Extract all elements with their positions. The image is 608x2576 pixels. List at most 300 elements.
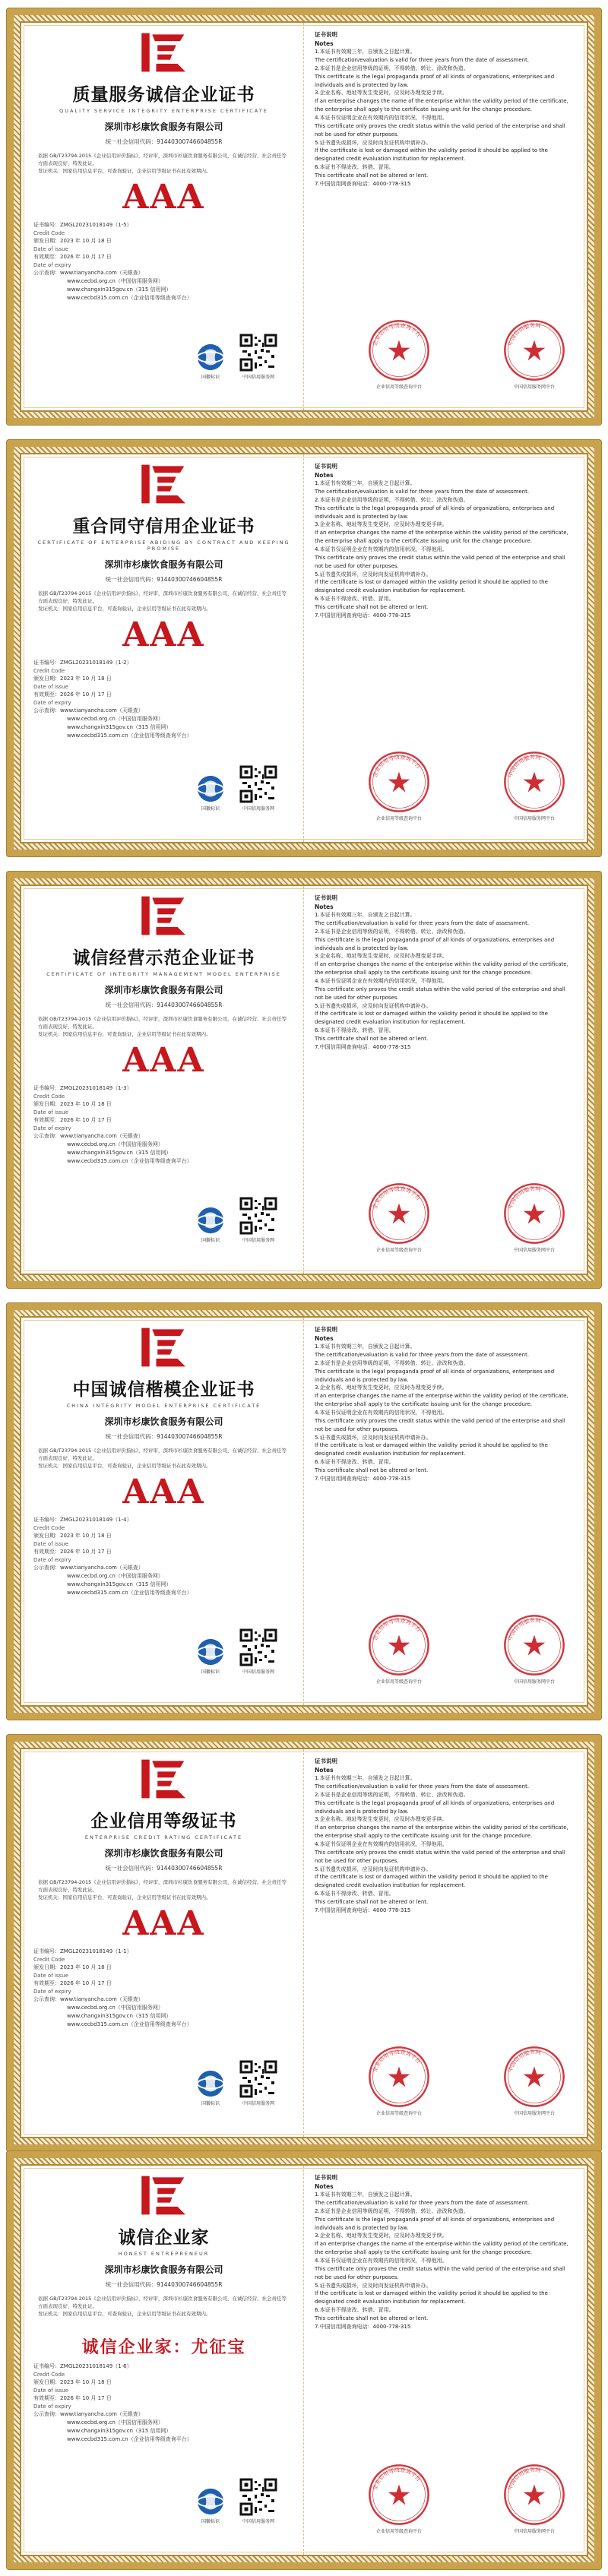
seal-ring-text: 企业信用等级查询平台 <box>371 1185 423 1210</box>
left-seal <box>365 1182 433 1254</box>
certificate-title: 企业信用等级证书 <box>90 1811 237 1831</box>
certificate-card <box>6 439 602 857</box>
note-line-en: If the certificate is lost or damaged within the validity period it should be applied to the designated credit evaluation institution for replacement. <box>315 1874 548 1889</box>
note-line-en: This certificate shall not be altered or lent. <box>315 1035 429 1042</box>
query-sites <box>33 1564 294 1597</box>
certificate-body <box>20 1316 588 1707</box>
left-seal <box>365 2463 433 2535</box>
qr-caption: 中国信用服务网 <box>242 806 274 812</box>
note-line-en: If the certificate is lost or damaged within the validity period it should be applied to the designated credit evaluation institution for replacement. <box>315 147 548 163</box>
seal-caption: 中国信用服务网平台 <box>513 815 555 821</box>
expiry-date: 有效期至：2026 年 10 月 17 日 <box>33 2395 112 2402</box>
cert-number-label: 证书编号：ZMGL20231018149 <box>33 1948 113 1955</box>
company-name: 深圳市杉康饮食服务有限公司 <box>104 2264 223 2275</box>
query-sites <box>33 1995 294 2028</box>
company-name: 深圳市杉康饮食服务有限公司 <box>104 1416 223 1427</box>
certificate-subtitle: HONEST ENTREPRENEUR <box>118 2251 210 2257</box>
certificate-front <box>21 886 304 1274</box>
certificate-description <box>33 590 294 612</box>
svg-text:中国信用服务网 <box>506 1616 541 1641</box>
seal-caption: 企业信用等级查询平台 <box>375 2110 422 2116</box>
query-label: 公示查询： <box>33 1133 60 1140</box>
note-line-en: This certificate is the legal propaganda proof of all kinds of organizations, enterprises and individuals and is protected by law. <box>315 936 555 951</box>
globe-emblem-icon <box>196 2069 225 2098</box>
qr-caption: 中国信用服务网 <box>242 1669 274 1675</box>
globe-emblem-icon <box>196 343 225 372</box>
qr-block <box>236 1628 280 1675</box>
query-site[interactable]: www.changxin315gov.cn（315 信用网） <box>67 2012 172 2019</box>
description-line: 依据 GB/T23794-2015《企业信用评价指标》，经评审，深圳市杉康饮食服务有限公司，在诚信经营、社会责任等方面表现良好，特发此证。 <box>38 1448 287 1462</box>
svg-text:中国信用服务网 <box>506 1185 541 1209</box>
svg-text:中国信用服务网 <box>506 2466 541 2490</box>
note-line-en: This certificate shall not be altered or lent. <box>315 1467 429 1473</box>
note-line: 6.本证书不得涂改、转借、冒用。 <box>315 596 394 603</box>
note-line: 4.本证书仅证明企业在有效期内的信用状况，不得他用。 <box>315 978 448 984</box>
notes-heading-en: Notes <box>315 1766 334 1774</box>
qr-code-icon[interactable] <box>239 2478 277 2516</box>
notes-heading-en: Notes <box>315 1334 334 1342</box>
certificate-meta <box>33 1084 294 1132</box>
note-line: 3.企业名称、地址等发生变更时，应及时办理变更手续。 <box>315 1385 448 1391</box>
seal-caption: 中国信用服务网平台 <box>513 2110 555 2116</box>
issue-date-en: Date of issue <box>33 2387 68 2394</box>
notes-heading: 证书说明 <box>315 1758 337 1764</box>
notes-heading: 证书说明 <box>315 2174 337 2181</box>
query-site[interactable]: www.cecbd.org.cn（中国信用服务网） <box>67 2419 163 2426</box>
expiry-date-en: Date of expiry <box>33 2403 71 2410</box>
certificate-title: 中国诚信楷模企业证书 <box>72 1379 255 1400</box>
seal-caption: 企业信用等级查询平台 <box>375 1247 422 1253</box>
note-line: 2.本证书是企业信用等级的证明，不得转借、转让、涂改和伪造。 <box>315 496 469 503</box>
qr-block <box>236 2060 280 2106</box>
seal-stamp <box>367 318 431 382</box>
certificate-subtitle: CHINA INTEGRITY MODEL ENTERPRISE CERTIFICATE <box>66 1403 261 1409</box>
certificate-card <box>6 2150 602 2570</box>
svg-text:中国信用服务网 <box>506 321 541 346</box>
note-line-en: This certificate shall not be altered or lent. <box>315 1898 429 1905</box>
note-line-en: If an enterprise changes the name of the enterprise within the validity period of the certificate, the enterprise shall apply to the certificate issuing unit for the change procedure. <box>315 530 568 545</box>
query-site[interactable]: www.changxin315gov.cn（315 信用网） <box>67 723 172 730</box>
cecbd-logo-icon <box>138 460 191 508</box>
query-site[interactable]: www.cecbd.org.cn（中国信用服务网） <box>67 278 163 285</box>
left-seal <box>365 318 433 391</box>
globe-emblem-icon <box>196 774 225 803</box>
gold-border <box>14 1310 594 1713</box>
note-line: 4.本证书仅证明企业在有效期内的信用状况，不得他用。 <box>315 115 448 121</box>
description-line: 发证机关：国家信用信息平台，可查询验证，企业信用等级证书在此有效期内。 <box>38 1463 211 1470</box>
issue-date: 颁发日期：2023 年 10 月 18 日 <box>33 1533 112 1540</box>
seal-caption: 中国信用服务网平台 <box>513 1679 555 1685</box>
query-site[interactable]: www.cecbd.org.cn（中国信用服务网） <box>67 1573 163 1580</box>
grade-rating: AAA <box>122 178 205 217</box>
qr-caption: 中国信用服务网 <box>242 2519 274 2524</box>
query-site[interactable]: www.cecbd.org.cn（中国信用服务网） <box>67 1141 163 1148</box>
query-site[interactable]: www.changxin315gov.cn（315 信用网） <box>67 1149 172 1156</box>
note-line: 1.本证书有效期三年，自颁发之日起计算。 <box>315 49 416 55</box>
certificate-meta <box>33 1948 294 1995</box>
seal-stamp <box>367 750 431 814</box>
grade-rating: AAA <box>122 616 205 655</box>
note-line: 5.证书遗失或损坏，应及时向发证机构申请补办。 <box>315 1002 432 1009</box>
certificate-description <box>33 1447 294 1470</box>
note-line-en: This certificate shall not be altered or lent. <box>315 172 429 179</box>
note-line-en: If the certificate is lost or damaged within the validity period it should be applied to the designated credit evaluation institution for replacement. <box>315 1442 548 1457</box>
seal-caption: 企业信用等级查询平台 <box>375 815 422 821</box>
emblem <box>194 1206 227 1243</box>
seal-caption: 企业信用等级查询平台 <box>375 384 422 390</box>
seal-stamp <box>502 1613 566 1677</box>
emblem-caption: 国徽标识 <box>201 375 220 380</box>
description-line: 发证机关：国家信用信息平台，可查询验证，企业信用等级证书在此有效期内。 <box>38 168 211 175</box>
credit-code: 统一社会信用代码：91440300746604855R <box>105 2281 223 2288</box>
qr-code-icon[interactable] <box>239 765 277 803</box>
company-name: 深圳市杉康饮食服务有限公司 <box>104 122 223 132</box>
description-line: 发证机关：国家信用信息平台，可查询验证，企业信用等级证书在此有效期内。 <box>38 1031 211 1038</box>
credit-code-en: Credit Code <box>33 667 65 674</box>
note-line: 2.本证书是企业信用等级的证明，不得转借、转让、涂改和伪造。 <box>315 1791 469 1798</box>
note-line-en: If the certificate is lost or damaged within the validity period it should be applied to the designated credit evaluation institution for replacement. <box>315 1011 548 1026</box>
emblem-caption: 国徽标识 <box>201 806 220 812</box>
cert-number-label: 证书编号：ZMGL20231018149 <box>33 1517 113 1524</box>
expiry-date: 有效期至：2026 年 10 月 17 日 <box>33 691 112 698</box>
note-line: 7.中国信用网查询电话：4000-778-315 <box>315 612 411 619</box>
seal-caption: 企业信用等级查询平台 <box>375 2528 422 2534</box>
expiry-date-en: Date of expiry <box>33 1988 71 1995</box>
certificate-card <box>6 8 602 426</box>
emblem-caption: 国徽标识 <box>201 2519 220 2524</box>
query-site[interactable]: www.cecbd.org.cn（中国信用服务网） <box>67 716 163 723</box>
emblem-caption: 国徽标识 <box>201 1238 220 1243</box>
seal-stamp <box>367 2463 431 2527</box>
note-line-en: This certificate is the legal propaganda proof of all kinds of organizations, enterprises and individuals and is protected by law. <box>315 505 555 520</box>
seal-stamp <box>502 1182 566 1245</box>
query-sites <box>33 2410 294 2443</box>
note-line: 6.本证书不得涂改、转借、冒用。 <box>315 1459 394 1466</box>
certificate-body <box>20 21 588 412</box>
query-site[interactable]: www.tianyancha.com（天眼查） <box>60 2411 144 2418</box>
query-label: 公示查询： <box>33 2411 60 2418</box>
note-line: 3.企业名称、地址等发生变更时，应及时办理变更手续。 <box>315 2233 448 2239</box>
certificate-meta <box>33 2362 294 2410</box>
seal-ring-text: 中国信用服务网 <box>506 2048 542 2073</box>
qr-caption: 中国信用服务网 <box>242 1238 274 1243</box>
cert-number: （1-5） <box>112 222 132 229</box>
certificate-description <box>33 1878 294 1901</box>
credit-code-en: Credit Code <box>33 1524 65 1531</box>
note-line-en: If an enterprise changes the name of the enterprise within the validity period of the certificate, the enterprise shall apply to the certificate issuing unit for the change procedure. <box>315 2241 568 2256</box>
query-site[interactable]: www.cecbd.org.cn（中国信用服务网） <box>67 2005 163 2011</box>
notes-heading-en: Notes <box>315 2182 334 2190</box>
expiry-date-en: Date of expiry <box>33 1125 71 1131</box>
note-line-en: The certification/evaluation is valid for three years from the date of assessment. <box>315 57 530 64</box>
seal-stamp <box>502 2463 566 2527</box>
emblem-caption: 国徽标识 <box>201 2101 220 2106</box>
cert-number-label: 证书编号：ZMGL20231018149 <box>33 660 113 666</box>
note-line-en: This certificate only proves the credit status within the valid period of the enterprise and shall not be used for other purposes. <box>315 554 565 569</box>
seal-caption: 中国信用服务网平台 <box>513 2528 555 2534</box>
note-line-en: If an enterprise changes the name of the enterprise within the validity period of the certificate, the enterprise shall apply to the certificate issuing unit for the change procedure. <box>315 961 568 976</box>
note-line-en: If the certificate is lost or damaged within the validity period it should be applied to the designated credit evaluation institution for replacement. <box>315 2290 548 2305</box>
certificate-title: 重合同守信用企业证书 <box>72 516 255 536</box>
note-line-en: This certificate is the legal propaganda proof of all kinds of organizations, enterprises and individuals and is protected by law. <box>315 2216 555 2231</box>
note-line: 4.本证书仅证明企业在有效期内的信用状况，不得他用。 <box>315 546 448 552</box>
query-label: 公示查询： <box>33 1996 60 2003</box>
note-line: 1.本证书有效期三年，自颁发之日起计算。 <box>315 912 416 919</box>
note-line-en: The certification/evaluation is valid for three years from the date of assessment. <box>315 2200 530 2207</box>
gold-border <box>14 15 594 418</box>
cert-number: （1-2） <box>112 660 132 666</box>
svg-text:中国信用服务网 <box>506 2048 541 2072</box>
certificate-subtitle: CERTIFICATE OF ENTERPRISE ABIDING BY CONTRACT AND KEEPING PROMISE <box>37 540 290 552</box>
note-line: 6.本证书不得涂改、转借、冒用。 <box>315 164 394 171</box>
seal-stamp <box>367 1613 431 1677</box>
expiry-date-en: Date of expiry <box>33 1556 71 1563</box>
note-line-en: The certification/evaluation is valid for three years from the date of assessment. <box>315 1352 530 1359</box>
certificate-meta <box>33 1516 294 1564</box>
seal-ring-text: 中国信用服务网 <box>506 1616 542 1641</box>
cecbd-logo-icon <box>138 1755 191 1802</box>
certificate-front <box>21 454 304 842</box>
note-line-en: This certificate only proves the credit status within the valid period of the enterprise and shall not be used for other purposes. <box>315 1417 565 1432</box>
certificate-description <box>33 152 294 175</box>
note-line: 7.中国信用网查询电话：4000-778-315 <box>315 1475 411 1482</box>
query-site[interactable]: www.tianyancha.com（天眼查） <box>60 270 144 277</box>
issue-date: 颁发日期：2023 年 10 月 18 日 <box>33 676 112 682</box>
query-site[interactable]: www.cecbd315.com.cn（企业信用等级查询平台） <box>67 1589 192 1596</box>
certificate-notes <box>304 1749 587 2137</box>
query-site[interactable]: www.changxin315gov.cn（315 信用网） <box>67 1581 172 1587</box>
note-line: 3.企业名称、地址等发生变更时，应及时办理变更手续。 <box>315 1816 448 1823</box>
query-site[interactable]: www.cecbd315.com.cn（企业信用等级查询平台） <box>67 2021 192 2027</box>
certificate-card <box>6 1734 602 2152</box>
issue-date: 颁发日期：2023 年 10 月 18 日 <box>33 2379 112 2386</box>
credit-code: 统一社会信用代码：91440300746604855R <box>105 1865 223 1872</box>
note-line: 7.中国信用网查询电话：4000-778-315 <box>315 2323 411 2330</box>
certificate-card <box>6 871 602 1289</box>
query-site[interactable]: www.tianyancha.com（天眼查） <box>60 1133 144 1140</box>
issue-date: 颁发日期：2023 年 10 月 18 日 <box>33 1101 112 1108</box>
certificate-title: 诚信企业家 <box>118 2227 210 2248</box>
expiry-date: 有效期至：2026 年 10 月 17 日 <box>33 1549 112 1555</box>
note-line-en: This certificate only proves the credit status within the valid period of the enterprise and shall not be used for other purposes. <box>315 986 565 1001</box>
globe-emblem-icon <box>196 1638 225 1666</box>
query-site[interactable]: www.cecbd315.com.cn（企业信用等级查询平台） <box>67 732 192 739</box>
right-seal <box>500 2045 568 2117</box>
left-seal <box>365 750 433 822</box>
certificate-subtitle: CERTIFICATE OF INTEGRITY MANAGEMENT MODEL ENTERPRISE <box>46 971 281 977</box>
qr-caption: 中国信用服务网 <box>242 2101 274 2106</box>
seal-caption: 企业信用等级查询平台 <box>375 1679 422 1685</box>
qr-caption: 中国信用服务网 <box>242 375 274 380</box>
note-line: 5.证书遗失或损坏，应及时向发证机构申请补办。 <box>315 1866 432 1872</box>
cecbd-logo-icon <box>138 892 191 939</box>
issue-date: 颁发日期：2023 年 10 月 18 日 <box>33 1964 112 1971</box>
query-site[interactable]: www.cecbd315.com.cn（企业信用等级查询平台） <box>67 1157 192 1164</box>
note-line: 6.本证书不得涂改、转借、冒用。 <box>315 1027 394 1034</box>
certificate-notes <box>304 1318 587 1705</box>
note-line: 3.企业名称、地址等发生变更时，应及时办理变更手续。 <box>315 90 448 97</box>
cert-number-label: 证书编号：ZMGL20231018149 <box>33 1085 113 1092</box>
issue-date-en: Date of issue <box>33 245 68 252</box>
query-sites <box>33 1132 294 1165</box>
gold-border <box>14 2158 594 2562</box>
company-name: 深圳市杉康饮食服务有限公司 <box>104 985 223 995</box>
svg-text:中国信用服务网 <box>506 753 541 777</box>
query-site[interactable]: www.cecbd315.com.cn（企业信用等级查询平台） <box>67 2435 192 2442</box>
note-line-en: The certification/evaluation is valid for three years from the date of assessment. <box>315 1783 530 1790</box>
seal-ring-text: 中国信用服务网 <box>506 2466 542 2491</box>
qr-block <box>236 1197 280 1243</box>
note-line: 1.本证书有效期三年，自颁发之日起计算。 <box>315 480 416 487</box>
note-line-en: This certificate is the legal propaganda proof of all kinds of organizations, enterprises and individuals and is protected by law. <box>315 1799 555 1815</box>
query-label: 公示查询： <box>33 707 60 714</box>
left-seal <box>365 2045 433 2117</box>
certificate-card <box>6 1302 602 1720</box>
qr-code-icon[interactable] <box>239 334 277 372</box>
certificate-notes <box>304 2166 587 2555</box>
emblem <box>194 2069 227 2106</box>
issue-date-en: Date of issue <box>33 683 68 690</box>
seal-caption: 中国信用服务网平台 <box>513 1247 555 1253</box>
credit-code: 统一社会信用代码：91440300746604855R <box>105 576 223 583</box>
cert-number: （1-4） <box>112 1517 132 1524</box>
note-line: 5.证书遗失或损坏，应及时向发证机构申请补办。 <box>315 2282 432 2289</box>
expiry-date-en: Date of expiry <box>33 261 71 268</box>
note-line-en: If an enterprise changes the name of the enterprise within the validity period of the certificate, the enterprise shall apply to the certificate issuing unit for the change procedure. <box>315 98 568 113</box>
certificate-description <box>33 1015 294 1038</box>
note-line: 5.证书遗失或损坏，应及时向发证机构申请补办。 <box>315 1434 432 1441</box>
note-line-en: This certificate is the legal propaganda proof of all kinds of organizations, enterprises and individuals and is protected by law. <box>315 1368 555 1383</box>
globe-emblem-icon <box>196 1206 225 1235</box>
note-line: 4.本证书仅证明企业在有效期内的信用状况，不得他用。 <box>315 1410 448 1416</box>
seal-stamp <box>367 1182 431 1245</box>
qr-code-icon[interactable] <box>239 1628 277 1666</box>
certificate-notes <box>304 454 587 842</box>
query-site[interactable]: www.tianyancha.com（天眼查） <box>60 707 144 714</box>
globe-emblem-icon <box>196 2487 225 2516</box>
credit-code: 统一社会信用代码：91440300746604855R <box>105 138 223 145</box>
expiry-date-en: Date of expiry <box>33 699 71 706</box>
note-line-en: If an enterprise changes the name of the enterprise within the validity period of the certificate, the enterprise shall apply to the certificate issuing unit for the change procedure. <box>315 1824 568 1840</box>
note-line: 3.企业名称、地址等发生变更时，应及时办理变更手续。 <box>315 521 448 528</box>
note-line: 2.本证书是企业信用等级的证明，不得转借、转让、涂改和伪造。 <box>315 2207 469 2214</box>
gold-border <box>14 1742 594 2144</box>
left-seal <box>365 1613 433 1685</box>
note-line: 5.证书遗失或损坏，应及时向发证机构申请补办。 <box>315 571 432 578</box>
note-line: 7.中国信用网查询电话：4000-778-315 <box>315 1907 411 1913</box>
certificate-body <box>20 2164 588 2556</box>
gold-border <box>14 447 594 850</box>
emblem <box>194 774 227 812</box>
right-seal <box>500 318 568 391</box>
certificate-description <box>33 2295 294 2318</box>
cecbd-logo-icon <box>138 2172 191 2219</box>
grade-rating: AAA <box>122 1904 205 1944</box>
description-line: 依据 GB/T23794-2015《企业信用评价指标》，经评审，深圳市杉康饮食服务有限公司，在诚信经营、社会责任等方面表现良好，特发此证。 <box>38 153 287 167</box>
notes-heading: 证书说明 <box>315 31 337 38</box>
seal-stamp <box>502 2045 566 2109</box>
emblem-caption: 国徽标识 <box>201 1669 220 1675</box>
query-site[interactable]: www.changxin315gov.cn（315 信用网） <box>67 286 172 293</box>
seal-ring-text: 企业信用等级查询平台 <box>371 2466 423 2491</box>
description-line: 依据 GB/T23794-2015《企业信用评价指标》，经评审，深圳市杉康饮食服务有限公司，在诚信经营、社会责任等方面表现良好，特发此证。 <box>38 590 287 605</box>
seal-ring-text: 企业信用等级查询平台 <box>371 1616 423 1641</box>
certificate-body <box>20 453 588 843</box>
seal-ring-text: 企业信用等级查询平台 <box>371 753 423 778</box>
note-line: 1.本证书有效期三年，自颁发之日起计算。 <box>315 2191 416 2198</box>
note-line: 4.本证书仅证明企业在有效期内的信用状况，不得他用。 <box>315 1841 448 1847</box>
note-line: 1.本证书有效期三年，自颁发之日起计算。 <box>315 1775 416 1782</box>
note-line: 6.本证书不得涂改、转借、冒用。 <box>315 2307 394 2314</box>
note-line: 2.本证书是企业信用等级的证明，不得转借、转让、涂改和伪造。 <box>315 65 469 71</box>
seal-ring-text: 中国信用服务网 <box>506 321 542 347</box>
note-line: 1.本证书有效期三年，自颁发之日起计算。 <box>315 1343 416 1350</box>
query-site[interactable]: www.cecbd315.com.cn（企业信用等级查询平台） <box>67 294 192 301</box>
note-line-en: The certification/evaluation is valid for three years from the date of assessment. <box>315 920 530 927</box>
cert-number-label: 证书编号：ZMGL20231018149 <box>33 222 113 229</box>
note-line: 3.企业名称、地址等发生变更时，应及时办理变更手续。 <box>315 953 448 960</box>
issue-date: 颁发日期：2023 年 10 月 18 日 <box>33 238 112 245</box>
emblem <box>194 343 227 380</box>
query-site[interactable]: www.changxin315gov.cn（315 信用网） <box>67 2427 172 2434</box>
certificate-front <box>21 1749 304 2137</box>
query-sites <box>33 707 294 739</box>
certificate-front <box>21 2166 304 2555</box>
certificate-meta <box>33 221 294 269</box>
seal-caption: 中国信用服务网平台 <box>513 384 555 390</box>
issue-date-en: Date of issue <box>33 1972 68 1979</box>
credit-code-en: Credit Code <box>33 229 65 236</box>
query-site[interactable]: www.tianyancha.com（天眼查） <box>60 1996 144 2003</box>
note-line-en: This certificate only proves the credit status within the valid period of the enterprise and shall not be used for other purposes. <box>315 1849 565 1864</box>
query-sites <box>33 269 294 302</box>
note-line-en: This certificate is the legal propaganda proof of all kinds of organizations, enterprises and individuals and is protected by law. <box>315 73 555 88</box>
certificate-body <box>20 1748 588 2138</box>
grade-rating: AAA <box>122 1473 205 1512</box>
expiry-date: 有效期至：2026 年 10 月 17 日 <box>33 1980 112 1987</box>
certificate-subtitle: QUALITY SERVICE INTEGRITY ENTERPRISE CERTIFICATE <box>59 108 268 114</box>
qr-block <box>236 765 280 812</box>
certificate-front <box>21 1318 304 1705</box>
notes-heading: 证书说明 <box>315 463 337 470</box>
seal-ring-text: 中国信用服务网 <box>506 1185 542 1210</box>
emblem <box>194 2487 227 2524</box>
certificate-title: 质量服务诚信企业证书 <box>72 84 255 105</box>
qr-code-icon[interactable] <box>239 1197 277 1235</box>
certificate-notes <box>304 23 587 410</box>
query-site[interactable]: www.tianyancha.com（天眼查） <box>60 1565 144 1571</box>
description-line: 依据 GB/T23794-2015《企业信用评价指标》，经评审，深圳市杉康饮食服务有限公司，在诚信经营、社会责任等方面表现良好，特发此证。 <box>38 2296 287 2310</box>
query-label: 公示查询： <box>33 1565 60 1571</box>
qr-code-icon[interactable] <box>239 2060 277 2098</box>
credit-code-en: Credit Code <box>33 1093 65 1100</box>
seal-stamp <box>367 2045 431 2109</box>
seal-stamp <box>502 750 566 814</box>
note-line-en: If the certificate is lost or damaged within the validity period it should be applied to the designated credit evaluation institution for replacement. <box>315 579 548 594</box>
seal-ring-text: 企业信用等级查询平台 <box>371 2048 423 2073</box>
certificate-notes <box>304 886 587 1274</box>
notes-heading-en: Notes <box>315 40 334 47</box>
grade-rating: 诚信企业家：尤征宝 <box>81 2337 246 2358</box>
right-seal <box>500 750 568 822</box>
emblem <box>194 1638 227 1675</box>
gold-border <box>14 878 594 1281</box>
query-label: 公示查询： <box>33 270 60 277</box>
cert-number-label: 证书编号：ZMGL20231018149 <box>33 2363 113 2370</box>
note-line: 5.证书遗失或损坏，应及时向发证机构申请补办。 <box>315 139 432 146</box>
credit-code-en: Credit Code <box>33 1956 65 1963</box>
certificate-front <box>21 23 304 410</box>
